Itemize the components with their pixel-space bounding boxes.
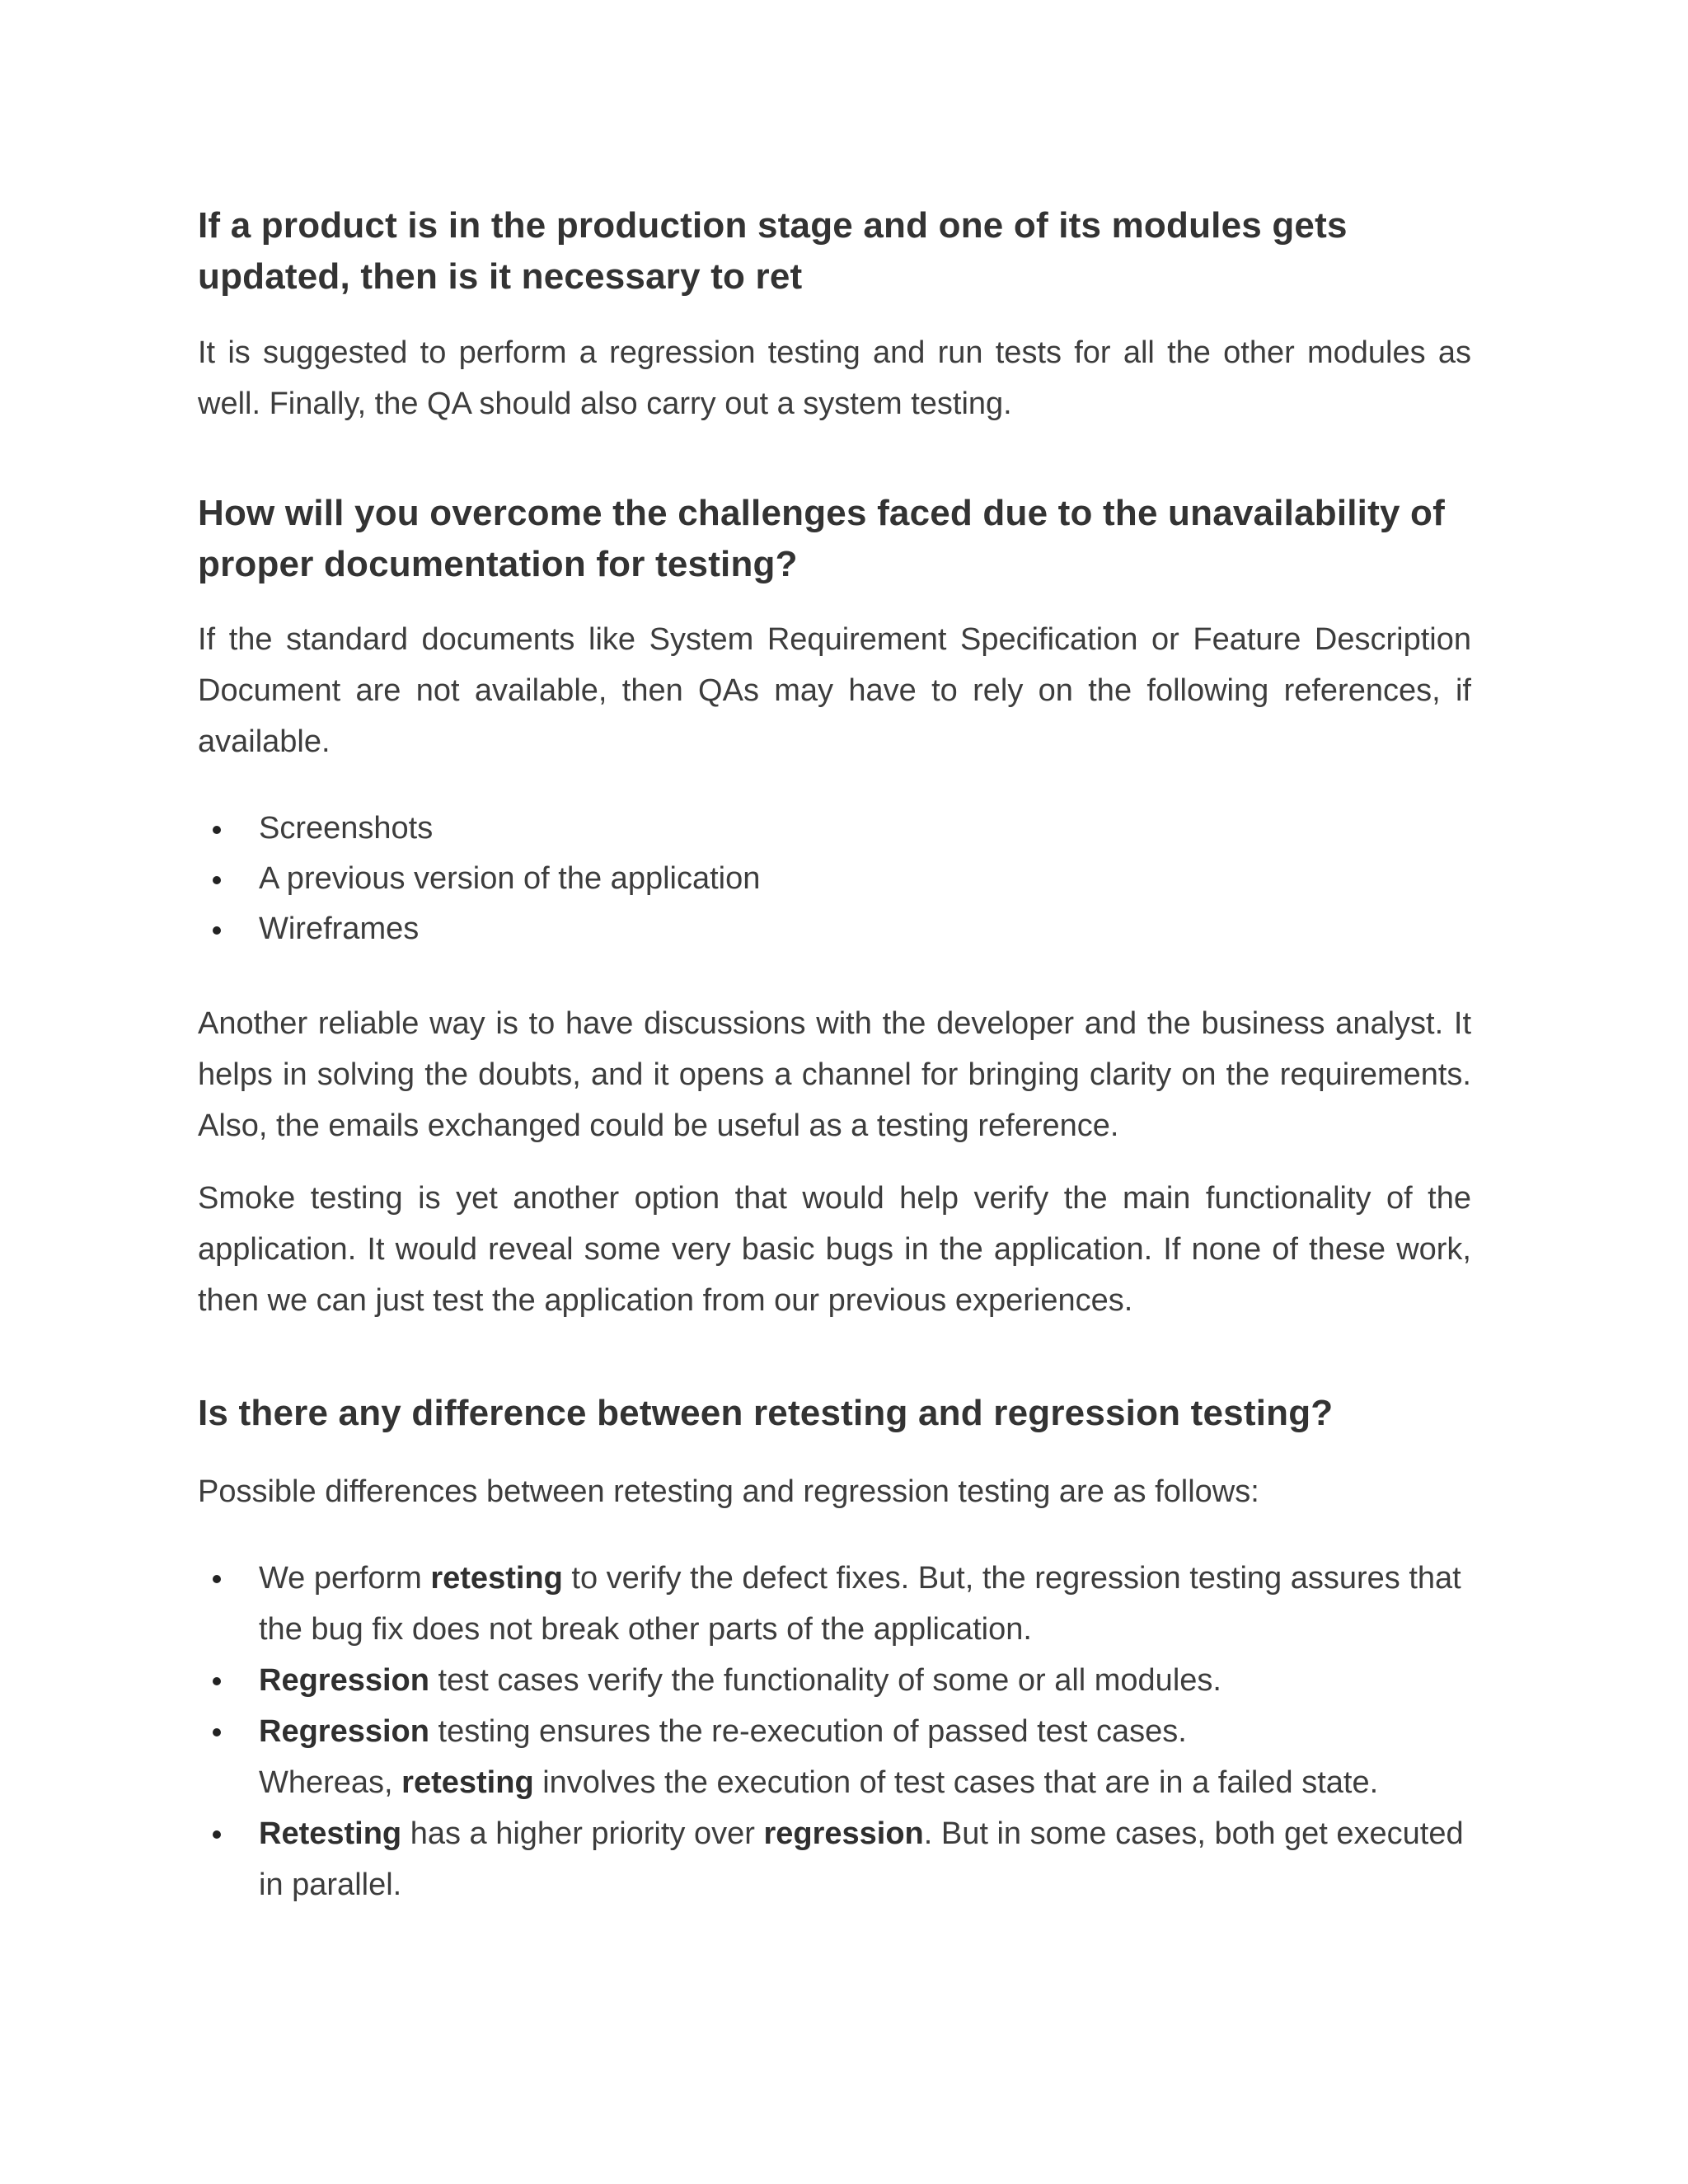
list-item	[198, 1553, 1467, 1655]
section-2-paragraph-discussions: Another reliable way is to have discussions with the developer and the business analyst. It helps in solving the doubts, and it opens a channel for bringing clarity on the requirements. Also, the emails exchanged could be useful as a testing reference.	[198, 1006, 1471, 1143]
list-item-bold: Regression	[259, 1663, 429, 1698]
list-item: Wireframes	[198, 904, 1471, 954]
list-item	[198, 1655, 1467, 1706]
differences-list	[198, 1553, 1467, 1910]
list-item-text: involves the execution of test cases that are in a failed state.	[533, 1765, 1379, 1800]
list-item-bold: retesting	[430, 1561, 563, 1596]
list-item-bold: Retesting	[259, 1816, 402, 1851]
list-item-text: . But in some cases, both get executed in parallel.	[259, 1816, 1464, 1902]
list-item-bold: regression	[763, 1816, 924, 1851]
section-2-heading: How will you overcome the challenges faced due to the unavailability of proper documentation for testing?	[198, 493, 1445, 584]
list-item-bold: retesting	[401, 1765, 534, 1800]
reference-list	[198, 804, 1471, 954]
list-item-bold: Regression	[259, 1714, 429, 1749]
list-item-text: testing ensures the re-execution of passed test cases.	[429, 1714, 1187, 1749]
list-item-text: has a higher priority over	[401, 1816, 764, 1851]
list-item-text: to verify the defect fixes. But, the regression testing assures that the bug fix does not break other parts of the application.	[259, 1561, 1461, 1647]
section-2-paragraph-smoke-testing: Smoke testing is yet another option that would help verify the main functionality of the application. It would reveal some very basic bugs in the application. If none of these work, then we can just test the application from our previous experiences.	[198, 1181, 1471, 1318]
list-item: A previous version of the application	[198, 854, 1471, 904]
section-2-intro: If the standard documents like System Requirement Specification or Feature Description Document are not available, then QAs may have to rely on the following references, if available.	[198, 622, 1471, 759]
list-item-text: test cases verify the functionality of some or all modules.	[429, 1663, 1221, 1698]
list-item-text: Whereas,	[259, 1765, 402, 1800]
section-3-heading: Is there any difference between retesting and regression testing?	[198, 1393, 1334, 1433]
section-1-paragraph: It is suggested to perform a regression testing and run tests for all the other modules as well. Finally, the QA should also carry out a system testing.	[198, 335, 1471, 421]
section-3-intro: Possible differences between retesting and regression testing are as follows:	[198, 1474, 1259, 1509]
section-1-heading: If a product is in the production stage and one of its modules gets updated, then is it necessary to ret	[198, 205, 1348, 297]
list-item	[198, 1808, 1467, 1910]
list-item: Screenshots	[198, 804, 1471, 854]
list-item	[198, 1706, 1467, 1808]
list-item-text: We perform	[259, 1561, 431, 1596]
